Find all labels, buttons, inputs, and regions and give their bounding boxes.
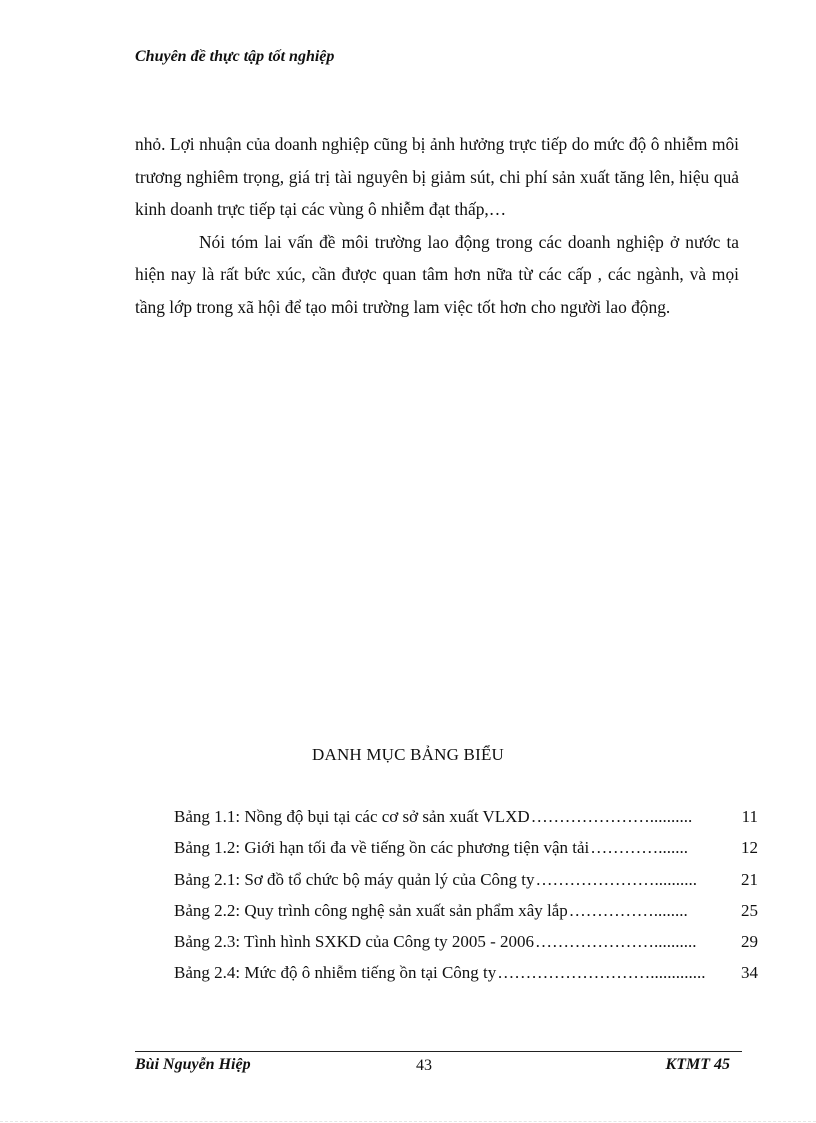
table-list-item-leader: …………………..........: [535, 869, 698, 889]
table-list-item[interactable]: [174, 807, 758, 838]
table-list-title: DANH MỤC BẢNG BIỂU: [311, 745, 505, 764]
table-list-item-leader: ……………………….............: [497, 963, 706, 983]
table-list-item[interactable]: [174, 963, 758, 994]
body-paragraph: nhỏ. Lợi nhuận của doanh nghiệp cũng bị ảnh hưởng trực tiếp do mức độ ô nhiễm môi trương nghiêm trọng, giá trị tài nguyên bị giảm sút, chi phí sản xuất tăng lên, hiệu quả kinh doanh trực tiếp tại các vùng ô nhiễm đạt thấp,…: [135, 134, 739, 220]
table-list-item[interactable]: [174, 870, 758, 901]
footer-divider: [135, 1051, 742, 1052]
document-header-title: Chuyên đề thực tập tốt nghiệp: [135, 48, 335, 65]
table-list-item[interactable]: [174, 838, 758, 869]
footer-page-number: 43: [416, 1057, 432, 1074]
table-list-item[interactable]: [174, 932, 758, 963]
table-list-item-label: Bảng 2.3: Tình hình SXKD của Công ty 2005 - 2006: [174, 932, 534, 952]
table-list-item[interactable]: [174, 901, 758, 932]
table-list-item-label: Bảng 1.2: Giới hạn tối đa về tiếng ồn các phương tiện vận tải: [174, 838, 590, 858]
page-edge-divider: [0, 1121, 816, 1122]
table-list-item-page: 25: [741, 900, 758, 920]
table-list-item-label: Bảng 1.1: Nồng độ bụi tại các cơ sở sản xuất VLXD: [174, 807, 530, 826]
table-list-item-page: 34: [741, 963, 758, 983]
footer-author: Bùi Nguyễn Hiệp: [135, 1056, 251, 1073]
body-text: [135, 128, 739, 324]
table-list-item-leader: …………………..........: [534, 932, 697, 952]
table-list-item-page: 21: [741, 869, 758, 889]
table-list-item-label: Bảng 2.2: Quy trình công nghệ sản xuất sản phẩm xây lắp: [174, 900, 568, 920]
table-list: [174, 807, 758, 995]
table-list-item-page: 29: [741, 932, 758, 952]
table-list-item-leader: ………….......: [590, 838, 689, 858]
table-list-item-page: 11: [741, 807, 758, 826]
table-list-item-label: Bảng 2.4: Mức độ ô nhiễm tiếng ồn tại Công ty: [174, 963, 497, 983]
footer-class-code: KTMT 45: [665, 1056, 730, 1073]
table-list-item-label: Bảng 2.1: Sơ đồ tổ chức bộ máy quản lý của Công ty: [174, 869, 535, 889]
table-list-item-leader: ……………........: [568, 900, 688, 920]
body-paragraph: Nói tóm lai vấn đề môi trường lao động trong các doanh nghiệp ở nước ta hiện nay là rất bức xúc, cần được quan tâm hơn nữa từ các cấp , các ngành, và mọi tầng lớp trong xã hội để tạo môi trường lam việc tốt hơn cho người lao động.: [135, 231, 739, 317]
table-list-item-page: 12: [741, 838, 758, 858]
table-list-item-leader: …………………..........: [530, 807, 693, 826]
